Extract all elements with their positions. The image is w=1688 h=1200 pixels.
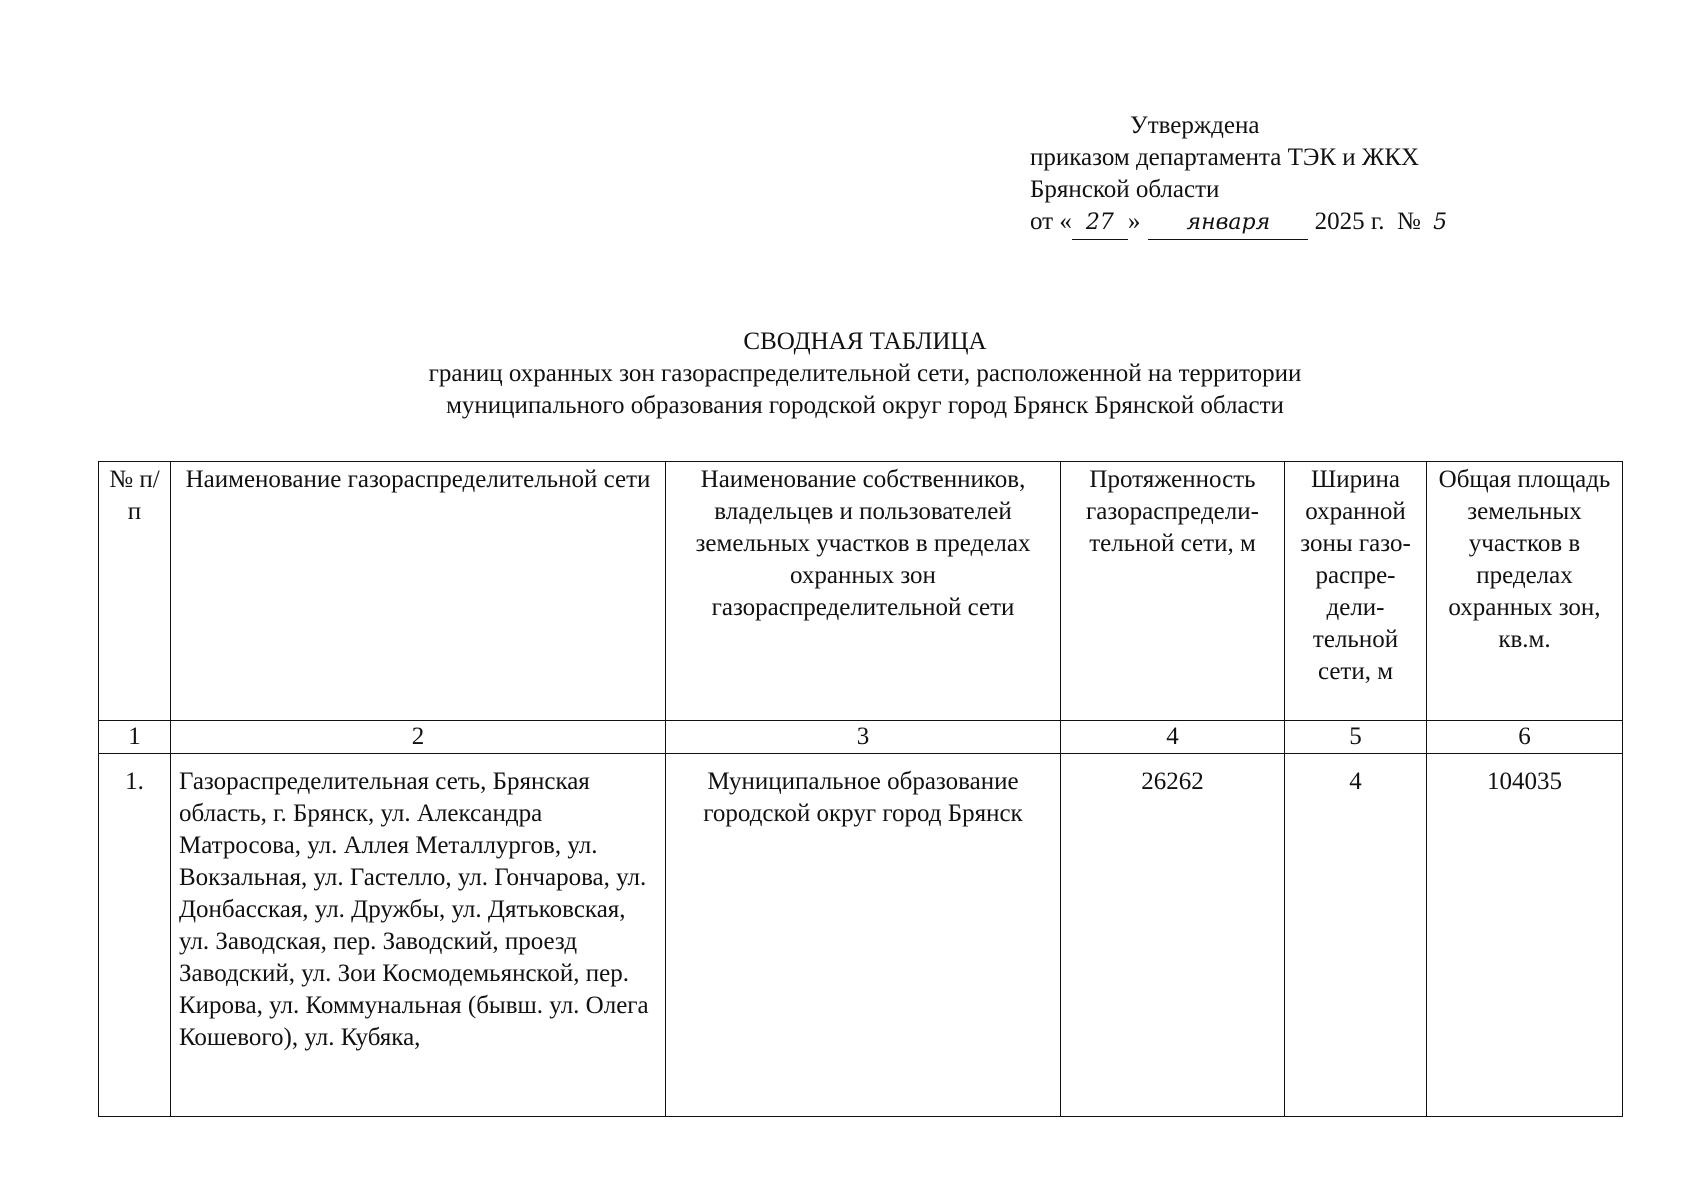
column-number: 2 [171,721,666,754]
number-label: № [1397,208,1421,235]
header-length: Протяженность газораспредели-тельной сети, м [1061,462,1285,721]
title-main: СВОДНАЯ ТАБЛИЦА [743,328,987,355]
row-number: 1. [99,754,171,1117]
header-zone-width: Ширина охранной зоны газо-распре-дели-тельной сети, м [1285,462,1427,721]
approval-line-1: Утверждена [1130,112,1260,139]
column-number: 6 [1427,721,1623,754]
date-year: 2025 г. [1314,208,1385,235]
title-sub-2: муниципального образования городской округ город Брянск Брянской области [446,392,1284,419]
column-number: 4 [1061,721,1285,754]
title-sub-1: границ охранных зон газораспределительной сети, расположенной на территории [428,360,1302,387]
header-number: № п/п [99,462,171,721]
row-total-area: 104035 [1427,754,1623,1117]
document-title [100,326,1630,422]
table-row [99,754,1623,1117]
row-length: 26262 [1061,754,1285,1117]
row-zone-width: 4 [1285,754,1427,1117]
approval-line-3: Брянской области [1030,176,1220,203]
date-day: 27 [1072,207,1128,240]
row-owners: Муниципальное образование городской округ город Брянск [666,754,1061,1117]
column-number: 5 [1285,721,1427,754]
date-prefix: от « [1030,208,1072,235]
header-total-area: Общая площадь земельных участков в пределах охранных зон, кв.м. [1427,462,1623,721]
date-month: января [1148,207,1308,240]
approval-line-2: приказом департамента ТЭК и ЖКХ [1030,144,1420,171]
header-network-name: Наименование газораспределительной сети [171,462,666,721]
summary-table [98,461,1623,1117]
header-owners: Наименование собственников, владельцев и пользователей земельных участков в пределах охранных зон газораспределительной сети [666,462,1061,721]
column-number: 3 [666,721,1061,754]
column-number: 1 [99,721,171,754]
number-value: 5 [1433,210,1448,235]
approval-block [1030,110,1453,240]
date-mid: » [1127,208,1141,235]
table-header-row [99,462,1623,721]
column-number-row [99,721,1623,754]
approval-date-line [1030,206,1453,240]
row-network-name: Газораспределительная сеть, Брянская область, г. Брянск, ул. Александра Матросова, ул. Аллея Металлургов, ул. Вокзальная, ул. Гастелло, ул. Гончарова, ул. Донбасская, ул. Дружбы, ул. Дятьковская, ул. Заводская, пер. Заводский, проезд Заводский, ул. Зои Космодемьянской, пер. Кирова, ул. Коммунальная (бывш. ул. Олега Кошевого), ул. Кубяка, [171,754,666,1117]
